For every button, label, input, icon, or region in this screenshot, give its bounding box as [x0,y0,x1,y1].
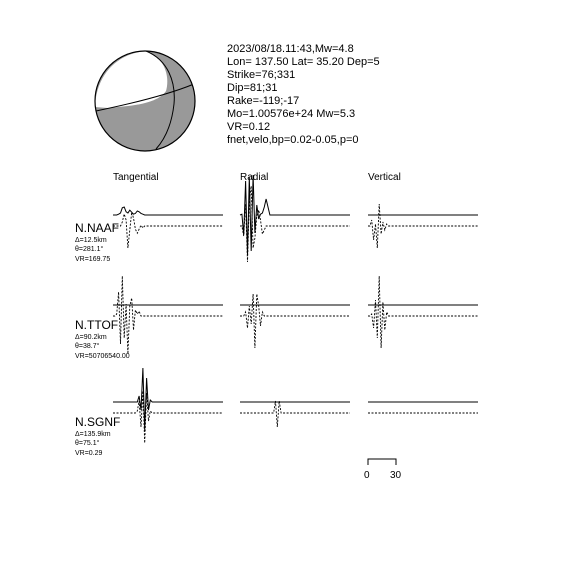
event-line-3: Strike=76;331 [227,69,296,81]
event-line-5: Rake=-119;-17 [227,95,300,107]
observed-trace [240,175,350,255]
synthetic-trace [368,276,478,348]
time-scale-bar [364,459,402,481]
station-name: N.SGNF [75,415,121,429]
observed-trace [113,207,223,215]
station-name: N.TTOF [75,318,119,332]
station-vr: VR=169.75 [75,256,111,263]
event-info [227,43,380,146]
waveform-panels [113,175,478,443]
synthetic-trace [368,204,478,248]
synthetic-trace [113,276,223,354]
station-distance: Δ=135.9km [75,431,111,438]
synthetic-trace [113,391,223,443]
component-label-vertical: Vertical [368,172,401,183]
station-distance: Δ=90.2km [75,334,107,341]
scale-label-end: 30 [390,470,402,481]
synthetic-trace [240,186,350,262]
event-line-2: Lon= 137.50 Lat= 35.20 Dep=5 [227,56,380,68]
station-azimuth: θ=281.1° [75,246,104,253]
scale-bar-line [368,459,396,465]
event-line-8: fnet,velo,bp=0.02-0.05,p=0 [227,134,359,146]
synthetic-trace [240,401,350,427]
synthetic-trace [240,294,350,348]
event-line-7: VR=0.12 [227,121,271,133]
event-line-1: 2023/08/18.11:43,Mw=4.8 [227,43,354,55]
synthetic-trace [113,212,223,248]
station-vr: VR=0.29 [75,450,103,457]
station-distance: Δ=12.5km [75,237,107,244]
beachball [95,51,195,151]
event-line-4: Dip=81;31 [227,82,278,94]
station-azimuth: θ=75.1° [75,440,100,447]
component-label-radial: Radial [240,172,269,183]
station-azimuth: θ=38.7° [75,343,100,350]
scale-label-start: 0 [364,470,370,481]
event-line-6: Mo=1.00576e+24 Mw=5.3 [227,108,356,120]
station-name: N.NAAF [75,221,120,235]
observed-trace [113,368,223,430]
station-vr: VR=50706540.00 [75,353,130,360]
component-label-tangential: Tangential [113,172,159,183]
station-label-group [75,221,130,457]
